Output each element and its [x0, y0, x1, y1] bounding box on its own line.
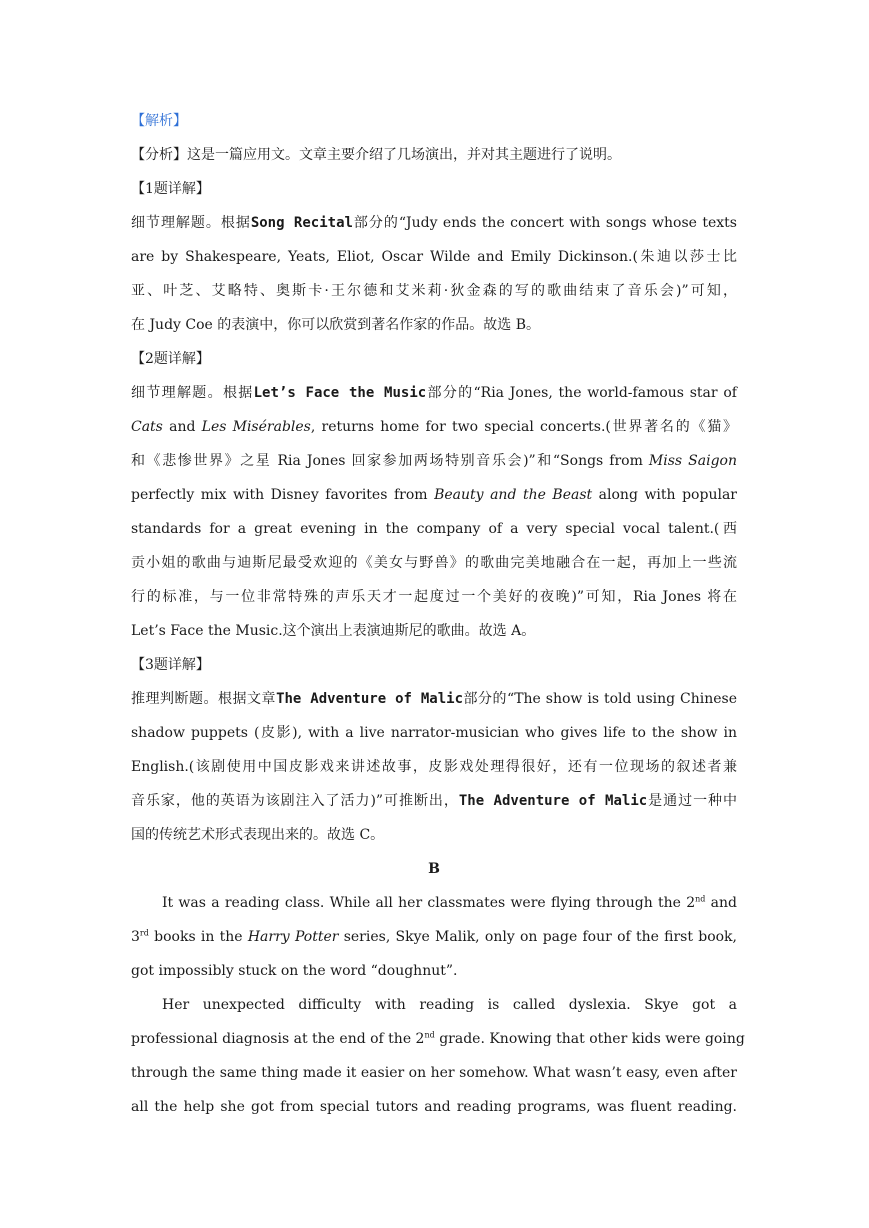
analysis-label: 【解析】 — [131, 113, 187, 129]
q1-line-2: are by Shakespeare, Yeats, Eliot, Oscar Wilde and Emily Dickinson.(朱迪以莎士比 — [131, 249, 737, 265]
passage-p2-line-1: Her unexpected difficulty with reading is called dyslexia. Skye got a — [162, 997, 737, 1013]
q1-line-3: 亚、叶芝、艾略特、奥斯卡·王尔德和艾米莉·狄金森的写的歌曲结束了音乐会)”可知， — [131, 283, 737, 299]
q1-line-1 — [131, 206, 737, 240]
passage-text: and — [705, 895, 737, 911]
q3-section-title-2: The Adventure of Malic — [458, 793, 648, 809]
passage-p2-line-3: through the same thing made it easier on her somehow. What wasn’t easy, even after — [131, 1065, 737, 1081]
passage-p1-line-3: got impossibly stuck on the word “doughnut”. — [131, 963, 458, 979]
q2-text: along with popular — [592, 487, 737, 503]
q3-text: 部分的“The show is told using Chinese — [463, 691, 738, 707]
document-body — [131, 104, 745, 1124]
q3-line-1 — [131, 682, 737, 716]
q1-line-4: 在 Judy Coe 的表演中，你可以欣赏到著名作家的作品。故选 B。 — [131, 317, 541, 333]
fenxi-label: 【分析】 — [131, 147, 187, 163]
passage-text: 3 — [131, 929, 140, 945]
q3-line-2: shadow puppets (皮影), with a live narrator-musician who gives life to the show in — [131, 725, 737, 741]
q3-line-4 — [131, 784, 737, 818]
q2-line-8: Let’s Face the Music.这个演出上表演迪斯尼的歌曲。故选 A。 — [131, 623, 536, 639]
q2-line-1 — [131, 376, 737, 410]
q2-line-3 — [131, 444, 737, 478]
q2-les-miserables: Les Misérables — [201, 419, 311, 435]
ordinal-suffix: nd — [424, 1030, 435, 1040]
q1-heading: 【1题详解】 — [131, 181, 210, 197]
passage-text: grade. Knowing that other kids were going — [434, 1031, 745, 1047]
q2-line-6: 贡小姐的歌曲与迪斯尼最受欢迎的《美女与野兽》的歌曲完美地融合在一起，再加上一些流 — [131, 555, 737, 571]
q3-text: 推理判断题。根据文章 — [131, 691, 277, 707]
q3-line-5: 国的传统艺术形式表现出来的。故选 C。 — [131, 827, 385, 843]
passage-text: series, Skye Malik, only on page four of the first book, — [338, 929, 737, 945]
q3-text: 是通过一种中 — [647, 793, 738, 809]
q3-text: 音乐家，他的英语为该剧注入了活力)”可推断出， — [131, 793, 459, 809]
section-b-heading: B — [428, 861, 440, 877]
q2-beauty-beast: Beauty and the Beast — [434, 487, 593, 503]
q2-line-5: standards for a great evening in the company of a very special vocal talent.(西 — [131, 521, 737, 537]
passage-text: It was a reading class. While all her classmates were flying through the 2 — [162, 895, 696, 911]
q1-text: 部分的“Judy ends the concert with songs whose texts — [352, 215, 737, 231]
q2-section-title: Let’s Face the Music — [253, 385, 427, 401]
passage-p1-line-1 — [131, 886, 737, 920]
passage-text: books in the — [148, 929, 248, 945]
fenxi-text: 这是一篇应用文。文章主要介绍了几场演出，并对其主题进行了说明。 — [187, 147, 621, 163]
passage-p2-line-2 — [131, 1022, 745, 1056]
analysis-summary — [131, 138, 737, 172]
q2-text: , returns home for two special concerts.(世界著名的《猫》 — [310, 419, 737, 435]
harry-potter-title: Harry Potter — [247, 929, 339, 945]
q2-text: 细节理解题。根据 — [131, 385, 254, 401]
q2-cats: Cats — [131, 419, 163, 435]
q2-text: perfectly mix with Disney favorites from — [131, 487, 435, 503]
passage-p1-line-2 — [131, 920, 737, 954]
q3-heading: 【3题详解】 — [131, 657, 210, 673]
q2-line-2 — [131, 410, 737, 444]
ordinal-suffix: rd — [139, 928, 149, 938]
q2-miss-saigon: Miss Saigon — [648, 453, 737, 469]
q2-text: 和《悲惨世界》之星 Ria Jones 回家参加两场特别音乐会)”和“Songs from — [131, 453, 649, 469]
q2-text: and — [162, 419, 202, 435]
q3-section-title: The Adventure of Malic — [276, 691, 464, 707]
q1-text: 细节理解题。根据 — [131, 215, 251, 231]
passage-p2-line-4: all the help she got from special tutors and reading programs, was fluent reading. — [131, 1099, 737, 1115]
q1-section-title: Song Recital — [250, 215, 353, 231]
q2-heading: 【2题详解】 — [131, 351, 210, 367]
q3-line-3: English.(该剧使用中国皮影戏来讲述故事，皮影戏处理得很好，还有一位现场的叙述者兼 — [131, 759, 737, 775]
ordinal-suffix: nd — [695, 894, 706, 904]
q2-line-4 — [131, 478, 737, 512]
q2-line-7: 行的标准，与一位非常特殊的声乐天才一起度过一个美好的夜晚)”可知，Ria Jones 将在 — [131, 589, 737, 605]
q2-text: 部分的“Ria Jones, the world-famous star of — [426, 385, 737, 401]
passage-text: professional diagnosis at the end of the 2 — [131, 1031, 425, 1047]
